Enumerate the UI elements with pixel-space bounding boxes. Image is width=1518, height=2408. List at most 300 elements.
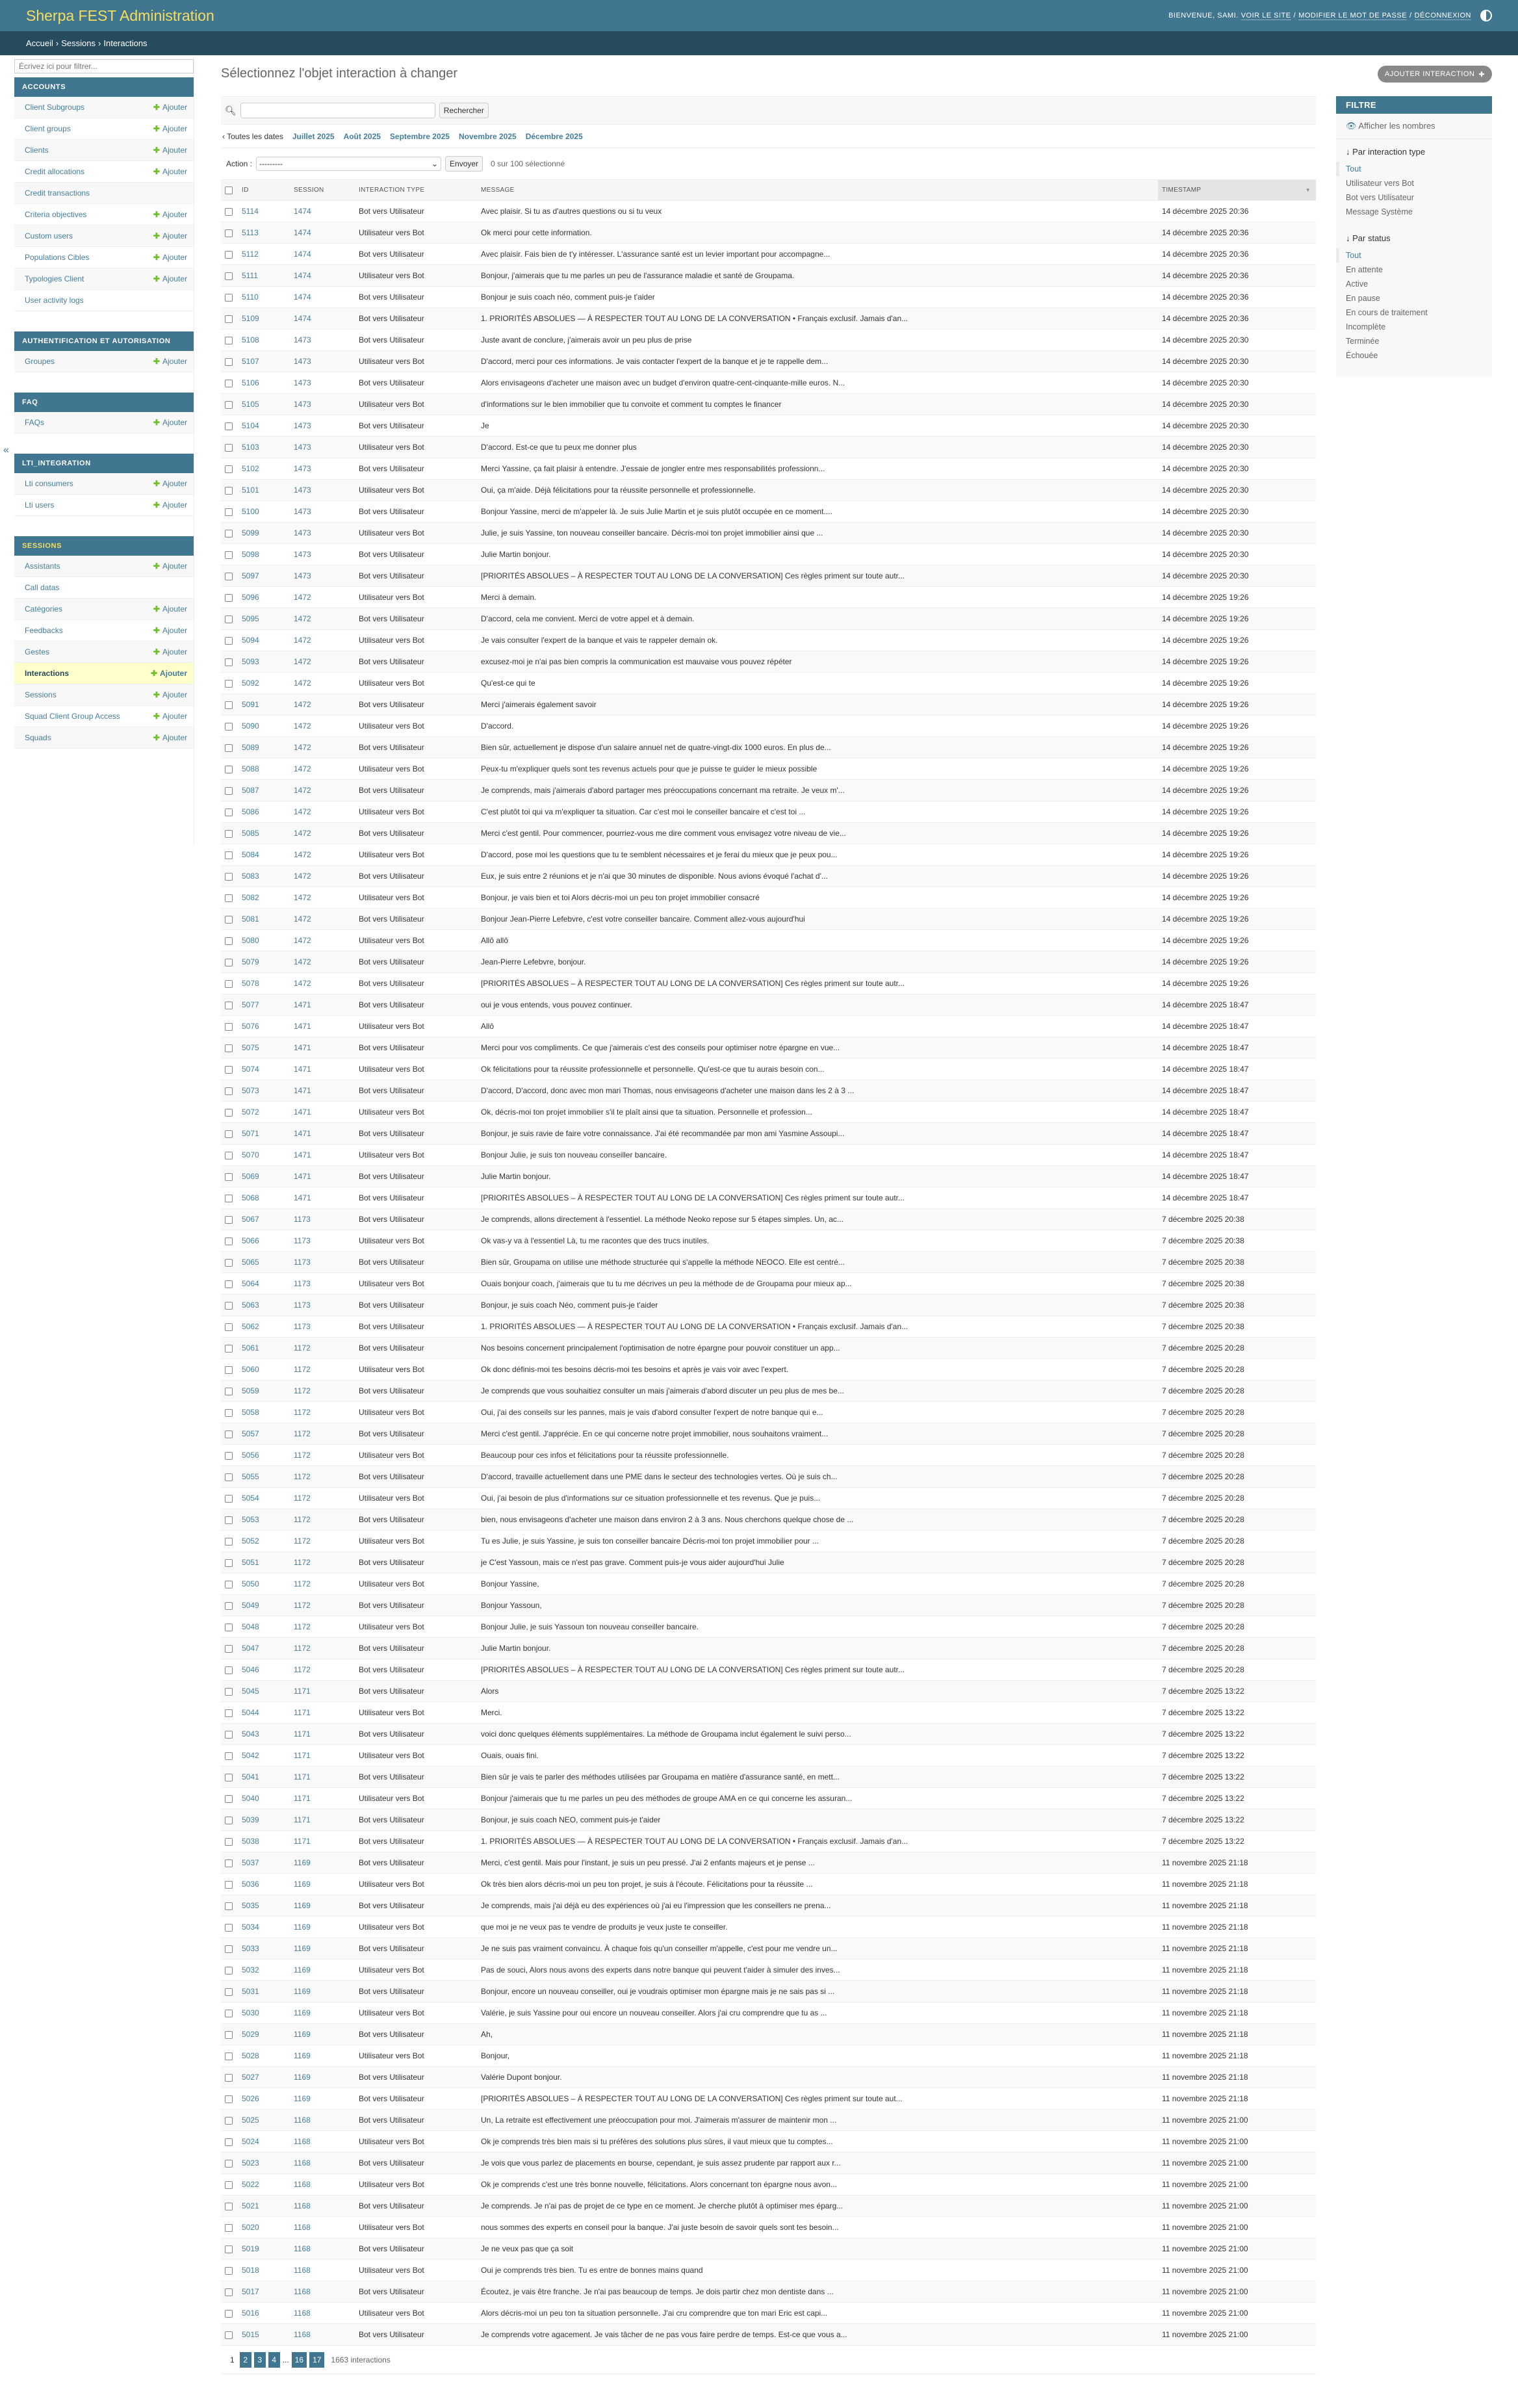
table-row[interactable] — [221, 1938, 1316, 1960]
table-row[interactable] — [221, 330, 1316, 351]
table-row[interactable] — [221, 1273, 1316, 1295]
row-session-link[interactable]: 1474 — [294, 207, 311, 216]
row-checkbox[interactable] — [221, 1938, 238, 1960]
table-row[interactable] — [221, 994, 1316, 1016]
row-id-link[interactable]: 5067 — [242, 1215, 259, 1224]
table-row[interactable] — [221, 651, 1316, 673]
sidebar-add-link[interactable] — [153, 210, 187, 219]
sidebar-item-link[interactable]: Squads — [25, 733, 51, 742]
row-id-link[interactable]: 5083 — [242, 872, 259, 881]
row-id-link[interactable]: 5027 — [242, 2073, 259, 2082]
row-id-link[interactable]: 5078 — [242, 979, 259, 988]
table-row[interactable] — [221, 1509, 1316, 1531]
row-session-link[interactable]: 1169 — [294, 2051, 311, 2060]
row-checkbox[interactable] — [221, 758, 238, 780]
row-session-link[interactable]: 1172 — [294, 1343, 311, 1353]
row-id-link[interactable]: 5020 — [242, 2223, 259, 2232]
table-row[interactable] — [221, 1488, 1316, 1509]
breadcrumb-home[interactable]: Accueil — [26, 38, 53, 48]
table-row[interactable] — [221, 244, 1316, 265]
row-id-link[interactable]: 5049 — [242, 1601, 259, 1610]
row-session-link[interactable]: 1172 — [294, 1665, 311, 1674]
table-row[interactable] — [221, 1981, 1316, 2002]
row-checkbox[interactable] — [221, 2260, 238, 2281]
row-checkbox[interactable] — [221, 2195, 238, 2217]
row-checkbox[interactable] — [221, 308, 238, 330]
table-row[interactable] — [221, 930, 1316, 952]
row-checkbox[interactable] — [221, 501, 238, 523]
row-checkbox[interactable] — [221, 1745, 238, 1767]
row-id-link[interactable]: 5107 — [242, 357, 259, 366]
row-session-link[interactable]: 1472 — [294, 893, 311, 902]
table-row[interactable] — [221, 1809, 1316, 1831]
table-row[interactable] — [221, 201, 1316, 222]
row-checkbox[interactable] — [221, 1638, 238, 1659]
row-id-link[interactable]: 5015 — [242, 2330, 259, 2339]
row-id-link[interactable]: 5104 — [242, 421, 259, 430]
row-session-link[interactable]: 1168 — [294, 2266, 311, 2275]
row-session-link[interactable]: 1169 — [294, 2008, 311, 2017]
row-session-link[interactable]: 1472 — [294, 614, 311, 623]
row-id-link[interactable]: 5053 — [242, 1515, 259, 1524]
sidebar-add-link[interactable] — [153, 357, 187, 366]
filter-option-link[interactable]: En attente — [1346, 265, 1383, 274]
row-session-link[interactable]: 1172 — [294, 1408, 311, 1417]
row-checkbox[interactable] — [221, 1166, 238, 1187]
row-checkbox[interactable] — [221, 651, 238, 673]
date-link[interactable]: Décembre 2025 — [525, 131, 583, 141]
row-id-link[interactable]: 5088 — [242, 764, 259, 773]
row-session-link[interactable]: 1473 — [294, 550, 311, 559]
sidebar-add-link[interactable] — [153, 479, 187, 488]
toggle-sidebar-button[interactable]: « — [3, 445, 9, 456]
row-checkbox[interactable] — [221, 437, 238, 458]
row-id-link[interactable]: 5031 — [242, 1987, 259, 1996]
row-checkbox[interactable] — [221, 1037, 238, 1059]
row-checkbox[interactable] — [221, 2217, 238, 2238]
filter-option-link[interactable]: Utilisateur vers Bot — [1346, 179, 1414, 188]
row-id-link[interactable]: 5021 — [242, 2201, 259, 2210]
row-session-link[interactable]: 1169 — [294, 2094, 311, 2103]
row-id-link[interactable]: 5022 — [242, 2180, 259, 2189]
table-row[interactable] — [221, 1895, 1316, 1917]
column-header-message[interactable]: MESSAGE — [477, 180, 1158, 201]
row-id-link[interactable]: 5019 — [242, 2244, 259, 2253]
page-link[interactable]: 16 — [292, 2352, 307, 2368]
table-row[interactable] — [221, 394, 1316, 415]
row-session-link[interactable]: 1168 — [294, 2201, 311, 2210]
row-session-link[interactable]: 1172 — [294, 1579, 311, 1588]
row-checkbox[interactable] — [221, 1852, 238, 1874]
table-row[interactable] — [221, 2153, 1316, 2174]
sidebar-add-link[interactable] — [151, 669, 187, 678]
row-checkbox[interactable] — [221, 1788, 238, 1809]
row-session-link[interactable]: 1171 — [294, 1837, 311, 1846]
table-row[interactable] — [221, 1445, 1316, 1466]
table-row[interactable] — [221, 308, 1316, 330]
row-id-link[interactable]: 5093 — [242, 657, 259, 666]
filter-option-link[interactable]: Échouée — [1346, 351, 1378, 360]
row-checkbox[interactable] — [221, 1316, 238, 1338]
row-session-link[interactable]: 1168 — [294, 2116, 311, 2125]
sidebar-module-caption[interactable]: LTI_INTEGRATION — [14, 454, 194, 473]
row-checkbox[interactable] — [221, 1681, 238, 1702]
row-session-link[interactable]: 1172 — [294, 1601, 311, 1610]
table-row[interactable] — [221, 372, 1316, 394]
table-row[interactable] — [221, 287, 1316, 308]
row-id-link[interactable]: 5046 — [242, 1665, 259, 1674]
row-session-link[interactable]: 1471 — [294, 1107, 311, 1117]
table-row[interactable] — [221, 1874, 1316, 1895]
row-checkbox[interactable] — [221, 1209, 238, 1230]
row-checkbox[interactable] — [221, 2303, 238, 2324]
row-id-link[interactable]: 5059 — [242, 1386, 259, 1395]
table-row[interactable] — [221, 2002, 1316, 2024]
table-row[interactable] — [221, 673, 1316, 694]
row-session-link[interactable]: 1171 — [294, 1794, 311, 1803]
row-checkbox[interactable] — [221, 1960, 238, 1981]
filter-group-title[interactable]: ↓ Par interaction type — [1346, 147, 1426, 157]
row-session-link[interactable]: 1173 — [294, 1236, 311, 1245]
row-session-link[interactable]: 1471 — [294, 1129, 311, 1138]
row-id-link[interactable]: 5017 — [242, 2287, 259, 2296]
row-session-link[interactable]: 1472 — [294, 786, 311, 795]
row-session-link[interactable]: 1473 — [294, 335, 311, 344]
sidebar-module-caption[interactable]: SESSIONS — [14, 536, 194, 556]
row-checkbox[interactable] — [221, 458, 238, 480]
row-session-link[interactable]: 1169 — [294, 1901, 311, 1910]
row-id-link[interactable]: 5034 — [242, 1923, 259, 1932]
filter-option-link[interactable]: Bot vers Utilisateur — [1346, 193, 1414, 202]
row-checkbox[interactable] — [221, 1767, 238, 1788]
row-id-link[interactable]: 5079 — [242, 957, 259, 966]
row-id-link[interactable]: 5064 — [242, 1279, 259, 1288]
row-id-link[interactable]: 5029 — [242, 2030, 259, 2039]
row-checkbox[interactable] — [221, 2088, 238, 2110]
table-row[interactable] — [221, 823, 1316, 844]
sidebar-item-link[interactable]: Client Subgroups — [25, 103, 85, 112]
sidebar-item-link[interactable]: Populations Cibles — [25, 253, 90, 262]
table-row[interactable] — [221, 587, 1316, 608]
row-id-link[interactable]: 5032 — [242, 1965, 259, 1974]
search-button[interactable]: Rechercher — [439, 103, 489, 118]
table-row[interactable] — [221, 1573, 1316, 1595]
table-row[interactable] — [221, 716, 1316, 737]
row-id-link[interactable]: 5044 — [242, 1708, 259, 1717]
table-row[interactable] — [221, 265, 1316, 287]
sidebar-add-link[interactable] — [153, 733, 187, 742]
row-checkbox[interactable] — [221, 1230, 238, 1252]
table-row[interactable] — [221, 1123, 1316, 1145]
row-id-link[interactable]: 5101 — [242, 485, 259, 495]
sidebar-item-link[interactable]: Clients — [25, 146, 49, 155]
table-row[interactable] — [221, 1788, 1316, 1809]
filter-option-link[interactable]: Message Système — [1346, 207, 1413, 216]
page-link[interactable]: 2 — [240, 2352, 251, 2368]
page-link[interactable]: 17 — [309, 2352, 324, 2368]
row-session-link[interactable]: 1168 — [294, 2244, 311, 2253]
filter-option[interactable] — [1336, 162, 1492, 176]
sidebar-add-link[interactable] — [153, 124, 187, 133]
table-row[interactable] — [221, 844, 1316, 866]
row-id-link[interactable]: 5042 — [242, 1751, 259, 1760]
table-row[interactable] — [221, 523, 1316, 544]
sort-desc-icon[interactable]: ▼ — [1305, 187, 1311, 193]
row-checkbox[interactable] — [221, 1509, 238, 1531]
row-checkbox[interactable] — [221, 673, 238, 694]
row-session-link[interactable]: 1473 — [294, 421, 311, 430]
row-session-link[interactable]: 1473 — [294, 378, 311, 387]
row-checkbox[interactable] — [221, 1145, 238, 1166]
row-id-link[interactable]: 5055 — [242, 1472, 259, 1481]
table-row[interactable] — [221, 737, 1316, 758]
row-session-link[interactable]: 1172 — [294, 1386, 311, 1395]
table-row[interactable] — [221, 2281, 1316, 2303]
row-id-link[interactable]: 5095 — [242, 614, 259, 623]
row-session-link[interactable]: 1168 — [294, 2309, 311, 2318]
table-row[interactable] — [221, 222, 1316, 244]
row-session-link[interactable]: 1471 — [294, 1193, 311, 1202]
row-session-link[interactable]: 1173 — [294, 1279, 311, 1288]
sidebar-item-link[interactable]: Interactions — [25, 669, 70, 678]
row-checkbox[interactable] — [221, 801, 238, 823]
row-session-link[interactable]: 1472 — [294, 721, 311, 731]
table-row[interactable] — [221, 1616, 1316, 1638]
table-row[interactable] — [221, 1230, 1316, 1252]
row-checkbox[interactable] — [221, 1659, 238, 1681]
row-checkbox[interactable] — [221, 287, 238, 308]
row-id-link[interactable]: 5056 — [242, 1451, 259, 1460]
row-session-link[interactable]: 1172 — [294, 1472, 311, 1481]
table-row[interactable] — [221, 2217, 1316, 2238]
row-session-link[interactable]: 1173 — [294, 1215, 311, 1224]
table-row[interactable] — [221, 2260, 1316, 2281]
filter-group-title[interactable]: ↓ Par status — [1346, 233, 1391, 243]
row-checkbox[interactable] — [221, 1338, 238, 1359]
select-all-checkbox[interactable] — [221, 180, 238, 201]
row-checkbox[interactable] — [221, 222, 238, 244]
date-link[interactable]: Août 2025 — [343, 131, 381, 141]
row-id-link[interactable]: 5065 — [242, 1258, 259, 1267]
row-checkbox[interactable] — [221, 2067, 238, 2088]
row-id-link[interactable]: 5112 — [242, 250, 259, 259]
filter-option[interactable] — [1336, 205, 1492, 219]
row-id-link[interactable]: 5054 — [242, 1494, 259, 1503]
table-row[interactable] — [221, 1252, 1316, 1273]
row-checkbox[interactable] — [221, 1402, 238, 1423]
sidebar-item-link[interactable]: Assistants — [25, 562, 60, 571]
row-session-link[interactable]: 1474 — [294, 250, 311, 259]
sidebar-add-link[interactable] — [153, 253, 187, 262]
change-password-link[interactable]: MODIFIER LE MOT DE PASSE — [1298, 11, 1408, 19]
date-link[interactable]: Novembre 2025 — [458, 131, 517, 141]
table-row[interactable] — [221, 866, 1316, 887]
row-id-link[interactable]: 5052 — [242, 1536, 259, 1546]
sidebar-item-link[interactable]: Groupes — [25, 357, 55, 366]
row-checkbox[interactable] — [221, 587, 238, 608]
row-checkbox[interactable] — [221, 2024, 238, 2045]
row-session-link[interactable]: 1172 — [294, 1429, 311, 1438]
table-row[interactable] — [221, 2174, 1316, 2195]
table-row[interactable] — [221, 973, 1316, 994]
row-checkbox[interactable] — [221, 823, 238, 844]
row-session-link[interactable]: 1472 — [294, 636, 311, 645]
table-row[interactable] — [221, 1037, 1316, 1059]
row-checkbox[interactable] — [221, 565, 238, 587]
row-session-link[interactable]: 1172 — [294, 1365, 311, 1374]
row-checkbox[interactable] — [221, 2002, 238, 2024]
row-checkbox[interactable] — [221, 1895, 238, 1917]
row-session-link[interactable]: 1171 — [294, 1772, 311, 1781]
row-session-link[interactable]: 1171 — [294, 1708, 311, 1717]
sidebar-item-link[interactable]: Client groups — [25, 124, 71, 133]
filter-option[interactable] — [1336, 320, 1492, 334]
table-row[interactable] — [221, 2067, 1316, 2088]
row-id-link[interactable]: 5091 — [242, 700, 259, 709]
row-session-link[interactable]: 1473 — [294, 400, 311, 409]
row-id-link[interactable]: 5051 — [242, 1558, 259, 1567]
filter-option[interactable] — [1336, 263, 1492, 277]
sidebar-add-link[interactable] — [153, 146, 187, 155]
sidebar-item-link[interactable]: Typologies Client — [25, 274, 84, 283]
show-counts-link[interactable]: Afficher les nombres — [1358, 121, 1435, 131]
sidebar-item-link[interactable]: Lti users — [25, 500, 55, 510]
row-checkbox[interactable] — [221, 372, 238, 394]
row-id-link[interactable]: 5040 — [242, 1794, 259, 1803]
row-id-link[interactable]: 5090 — [242, 721, 259, 731]
row-checkbox[interactable] — [221, 1724, 238, 1745]
row-session-link[interactable]: 1168 — [294, 2330, 311, 2339]
row-session-link[interactable]: 1173 — [294, 1322, 311, 1331]
row-checkbox[interactable] — [221, 1016, 238, 1037]
row-id-link[interactable]: 5110 — [242, 292, 259, 302]
row-checkbox[interactable] — [221, 909, 238, 930]
site-title[interactable]: Sherpa FEST Administration — [26, 6, 214, 24]
row-id-link[interactable]: 5050 — [242, 1579, 259, 1588]
filter-option-link[interactable]: Tout — [1346, 164, 1361, 174]
filter-option[interactable] — [1336, 277, 1492, 291]
row-checkbox[interactable] — [221, 1552, 238, 1573]
sidebar-module-caption[interactable]: AUTHENTIFICATION ET AUTORISATION — [14, 331, 194, 351]
table-row[interactable] — [221, 758, 1316, 780]
row-session-link[interactable]: 1169 — [294, 1880, 311, 1889]
row-session-link[interactable]: 1474 — [294, 292, 311, 302]
row-id-link[interactable]: 5069 — [242, 1172, 259, 1181]
row-checkbox[interactable] — [221, 1702, 238, 1724]
row-checkbox[interactable] — [221, 415, 238, 437]
row-checkbox[interactable] — [221, 887, 238, 909]
row-id-link[interactable]: 5070 — [242, 1150, 259, 1159]
sidebar-module-caption[interactable]: FAQ — [14, 393, 194, 412]
row-checkbox[interactable] — [221, 630, 238, 651]
row-session-link[interactable]: 1472 — [294, 679, 311, 688]
row-checkbox[interactable] — [221, 973, 238, 994]
row-id-link[interactable]: 5109 — [242, 314, 259, 323]
sidebar-add-link[interactable] — [153, 418, 187, 427]
table-row[interactable] — [221, 2324, 1316, 2346]
row-session-link[interactable]: 1473 — [294, 443, 311, 452]
action-select[interactable]: --------- ⌄ — [256, 157, 441, 171]
sidebar-module-caption[interactable]: ACCOUNTS — [14, 77, 194, 97]
row-id-link[interactable]: 5094 — [242, 636, 259, 645]
sidebar-add-link[interactable] — [153, 690, 187, 699]
row-id-link[interactable]: 5057 — [242, 1429, 259, 1438]
row-id-link[interactable]: 5028 — [242, 2051, 259, 2060]
sidebar-add-link[interactable] — [153, 647, 187, 656]
row-session-link[interactable]: 1472 — [294, 829, 311, 838]
row-checkbox[interactable] — [221, 1874, 238, 1895]
filter-option[interactable] — [1336, 190, 1492, 205]
table-row[interactable] — [221, 1831, 1316, 1852]
row-checkbox[interactable] — [221, 866, 238, 887]
row-id-link[interactable]: 5097 — [242, 571, 259, 580]
row-checkbox[interactable] — [221, 2131, 238, 2153]
row-session-link[interactable]: 1171 — [294, 1729, 311, 1739]
table-row[interactable] — [221, 1316, 1316, 1338]
row-session-link[interactable]: 1168 — [294, 2180, 311, 2189]
row-checkbox[interactable] — [221, 523, 238, 544]
row-id-link[interactable]: 5038 — [242, 1837, 259, 1846]
table-row[interactable] — [221, 1595, 1316, 1616]
row-id-link[interactable]: 5043 — [242, 1729, 259, 1739]
row-session-link[interactable]: 1472 — [294, 593, 311, 602]
row-id-link[interactable]: 5113 — [242, 228, 259, 237]
table-row[interactable] — [221, 1080, 1316, 1102]
row-id-link[interactable]: 5018 — [242, 2266, 259, 2275]
row-session-link[interactable]: 1172 — [294, 1451, 311, 1460]
table-row[interactable] — [221, 887, 1316, 909]
table-row[interactable] — [221, 909, 1316, 930]
row-id-link[interactable]: 5066 — [242, 1236, 259, 1245]
row-checkbox[interactable] — [221, 930, 238, 952]
sidebar-item-link[interactable]: Call datas — [25, 583, 60, 592]
row-session-link[interactable]: 1172 — [294, 1644, 311, 1653]
table-row[interactable] — [221, 1102, 1316, 1123]
row-id-link[interactable]: 5025 — [242, 2116, 259, 2125]
table-row[interactable] — [221, 1359, 1316, 1380]
row-checkbox[interactable] — [221, 1359, 238, 1380]
row-id-link[interactable]: 5098 — [242, 550, 259, 559]
table-row[interactable] — [221, 694, 1316, 716]
row-id-link[interactable]: 5035 — [242, 1901, 259, 1910]
row-id-link[interactable]: 5106 — [242, 378, 259, 387]
row-checkbox[interactable] — [221, 1917, 238, 1938]
row-session-link[interactable]: 1472 — [294, 700, 311, 709]
date-all-link[interactable]: ‹ Toutes les dates — [222, 131, 283, 141]
table-row[interactable] — [221, 2238, 1316, 2260]
row-id-link[interactable]: 5084 — [242, 850, 259, 859]
row-id-link[interactable]: 5100 — [242, 507, 259, 516]
table-row[interactable] — [221, 1423, 1316, 1445]
row-checkbox[interactable] — [221, 844, 238, 866]
row-checkbox[interactable] — [221, 544, 238, 565]
row-session-link[interactable]: 1473 — [294, 528, 311, 537]
table-row[interactable] — [221, 1016, 1316, 1037]
date-link[interactable]: Septembre 2025 — [389, 131, 450, 141]
row-session-link[interactable]: 1471 — [294, 1000, 311, 1009]
row-session-link[interactable]: 1474 — [294, 314, 311, 323]
row-checkbox[interactable] — [221, 1252, 238, 1273]
row-id-link[interactable]: 5062 — [242, 1322, 259, 1331]
row-session-link[interactable]: 1473 — [294, 357, 311, 366]
table-row[interactable] — [221, 1380, 1316, 1402]
table-row[interactable] — [221, 1702, 1316, 1724]
row-id-link[interactable]: 5103 — [242, 443, 259, 452]
sidebar-item-link[interactable]: Squad Client Group Access — [25, 712, 120, 721]
row-session-link[interactable]: 1169 — [294, 1923, 311, 1932]
sidebar-filter-input[interactable] — [14, 59, 194, 73]
row-checkbox[interactable] — [221, 1445, 238, 1466]
